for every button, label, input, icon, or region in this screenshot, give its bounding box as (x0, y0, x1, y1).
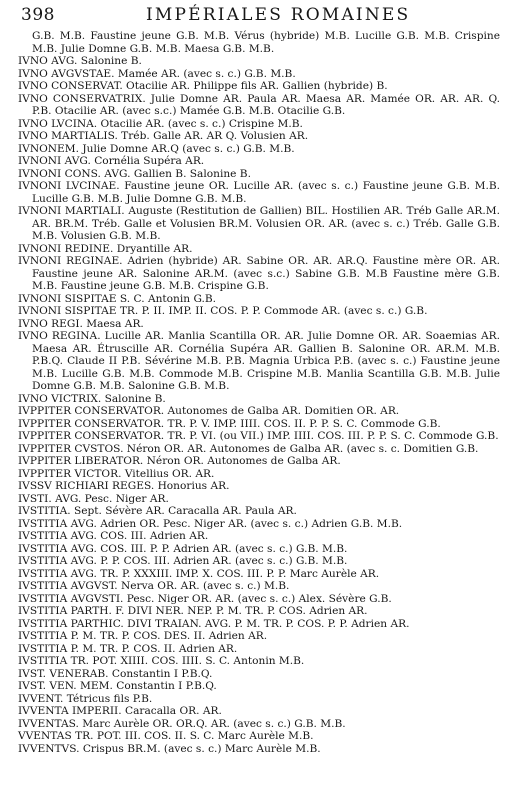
legend-entry: IVNONI SISPITAE S. C. Antonin G.B. (18, 292, 217, 305)
legend-entry: IVVENT. Tétricus fils P.B. (18, 692, 153, 705)
legend-entry: IVPPITER CONSERVATOR. TR. P. V. IMP. IIII. COS. II. P. P. S. C. Commode G.B. (18, 417, 441, 430)
legend-entry: IVSTITIA AVG. COS. III. Adrien AR. (18, 530, 209, 542)
legend-entry: IVNONI REDINE. Dryantille AR. (18, 242, 193, 255)
entry-list (18, 30, 500, 755)
legend-entry: IVPPITER CONSERVATOR. Autonomes de Galba AR. Domitien OR. AR. (18, 405, 400, 417)
legend-entry: G.B. M.B. Faustine jeune G.B. M.B. Vérus (hybride) M.B. Lucille G.B. M.B. Crispine M.B. Julie Domne G.B. M.B. Maesa G.B. M.B. (32, 30, 500, 55)
legend-entry: IVSTITIA P. M. TR. P. COS. DES. II. Adrien AR. (18, 630, 268, 642)
legend-entry: IVNO MARTIALIS. Tréb. Galle AR. AR Q. Volusien AR. (18, 130, 309, 142)
legend-entry: IVNO CONSERVATRIX. Julie Domne AR. Paula AR. Maesa AR. Mamée OR. AR. AR. Q. P.B. Otacilie AR. (avec s.c.) Mamée G.B. M.B. Otacilie G.B. (18, 92, 500, 117)
legend-entry: IVNONI CONS. AVG. Gallien B. Salonine B. (18, 167, 251, 180)
legend-entry: IVNONI REGINAE. Adrien (hybride) AR. Sabine OR. AR. AR.Q. Faustine mère OR. AR. Faustine jeune AR. Salonine AR.M. (avec s.c.) Sabine G.B. M.B Faustine mère G.B. M.B. Faustine jeune G.B. M.B. Crispine G.B. (18, 255, 500, 292)
legend-entry: IVVENTVS. Crispus BR.M. (avec s. c.) Marc Aurèle M.B. (18, 742, 321, 755)
legend-entry: IVSTITIA AVG. COS. III. P. P. Adrien AR. (avec s. c.) G.B. M.B. (18, 542, 348, 555)
legend-entry: VVENTAS TR. POT. III. COS. II. S. C. Marc Aurèle M.B. (18, 730, 314, 742)
legend-entry: IVVENTAS. Marc Aurèle OR. OR.Q. AR. (avec s. c.) G.B. M.B. (18, 717, 346, 730)
legend-entry: IVNONI SISPITAE TR. P. II. IMP. II. COS. P. P. Commode AR. (avec s. c.) G.B. (18, 305, 428, 317)
legend-entry: IVSTITIA PARTHIC. DIVI TRAIAN. AVG. P. M. TR. P. COS. P. P. Adrien AR. (18, 617, 410, 630)
legend-entry: IVVENTA IMPERII. Caracalla OR. AR. (18, 705, 222, 717)
legend-entry: IVSTITIA AVG. Adrien OR. Pesc. Niger AR. (avec s. c.) Adrien G.B. M.B. (18, 517, 403, 530)
legend-entry: IVNO VICTRIX. Salonine B. (18, 392, 166, 405)
legend-entry: IVNONEM. Julie Domne AR.Q (avec s. c.) G.B. M.B. (18, 142, 295, 155)
legend-entry: IVPPITER CONSERVATOR. TR. P. VI. (ou VII.) IMP. IIII. COS. III. P. P. S. C. Commode G.B. (18, 430, 499, 442)
legend-entry: IVNONI MARTIALI. Auguste (Restitution de Gallien) BIL. Hostilien AR. Tréb Galle AR.M. AR. BR.M. Tréb. Galle et Volusien BR.M. Volusien OR. AR. (avec s. c.) Tréb. Galle G.B. M.B. Volusien G.B. M.B. (18, 205, 500, 242)
legend-entry: IVST. VENERAB. Constantin I P.B.Q. (18, 667, 213, 680)
legend-entry: IVSTITIA P. M. TR. P. COS. II. Adrien AR. (18, 642, 238, 655)
legend-entry: IVSTITIA PARTH. F. DIVI NER. NEP. P. M. TR. P. COS. Adrien AR. (18, 605, 368, 617)
running-title: IMPÉRIALES ROMAINES (146, 5, 411, 25)
legend-entry: IVPPITER LIBERATOR. Néron OR. Autonomes de Galba AR. (18, 455, 341, 467)
legend-entry: IVNO LVCINA. Otacilie AR. (avec s. c.) Crispine M.B. (18, 117, 303, 130)
legend-entry: IVNO AVG. Salonine B. (18, 55, 142, 67)
legend-entry: IVNO REGINA. Lucille AR. Manlia Scantilla OR. AR. Julie Domne OR. AR. Soaemias AR. Maesa AR. Étruscille AR. Cornélia Supéra AR. Gallien B. Salonine OR. AR.M. M.B. P.B.Q. Claude II P.B. Sévérine M.B. P.B. Magnia Urbica P.B. (avec s. c.) Faustine jeune M.B. Lucille G.B. M.B. Commode M.B. Crispine M.B. Manlia Scantilla G.B. M.B. Julie Domne G.B. M.B. Salonine G.B. M.B. (18, 330, 500, 392)
legend-entry: IVPPITER CVSTOS. Néron OR. AR. Autonomes de Galba AR. (avec s. c. Domitien G.B. (18, 442, 479, 455)
legend-entry: IVNO REGI. Maesa AR. (18, 317, 144, 330)
legend-entry: IVSTI. AVG. Pesc. Niger AR. (18, 492, 169, 505)
legend-entry: IVSTITIA AVGVST. Nerva OR. AR. (avec s. c.) M.B. (18, 580, 290, 592)
legend-entry: IVNO CONSERVAT. Otacilie AR. Philippe fils AR. Gallien (hybride) B. (18, 80, 388, 92)
legend-entry: IVNONI AVG. Cornélia Supéra AR. (18, 155, 205, 167)
page-header (18, 4, 500, 30)
legend-entry: IVNONI LVCINAE. Faustine jeune OR. Lucille AR. (avec s. c.) Faustine jeune G.B. M.B. Lucille G.B. M.B. Julie Domne G.B. M.B. (18, 180, 500, 205)
legend-entry: IVPPITER VICTOR. Vitellius OR. AR. (18, 467, 215, 480)
legend-entry: IVSTITIA TR. POT. XIIII. COS. IIII. S. C. Antonin M.B. (18, 655, 305, 667)
legend-entry: IVSTITIA AVG. P. P. COS. III. Adrien AR. (avec s. c.) G.B. M.B. (18, 555, 348, 567)
legend-entry: IVSTITIA AVGVSTI. Pesc. Niger OR. AR. (avec s. c.) Alex. Sévère G.B. (18, 592, 392, 605)
legend-entry: IVST. VEN. MEM. Constantin I P.B.Q. (18, 680, 217, 692)
legend-entry: IVSTITIA AVG. TR. P. XXXIII. IMP. X. COS. III. P. P. Marc Aurèle AR. (18, 567, 380, 580)
legend-entry: IVSSV RICHIARI REGES. Honorius AR. (18, 480, 230, 492)
page-number: 398 (21, 5, 55, 25)
legend-entry: IVSTITIA. Sept. Sévère AR. Caracalla AR. Paula AR. (18, 505, 297, 517)
legend-entry: IVNO AVGVSTAE. Mamée AR. (avec s. c.) G.B. M.B. (18, 67, 296, 80)
